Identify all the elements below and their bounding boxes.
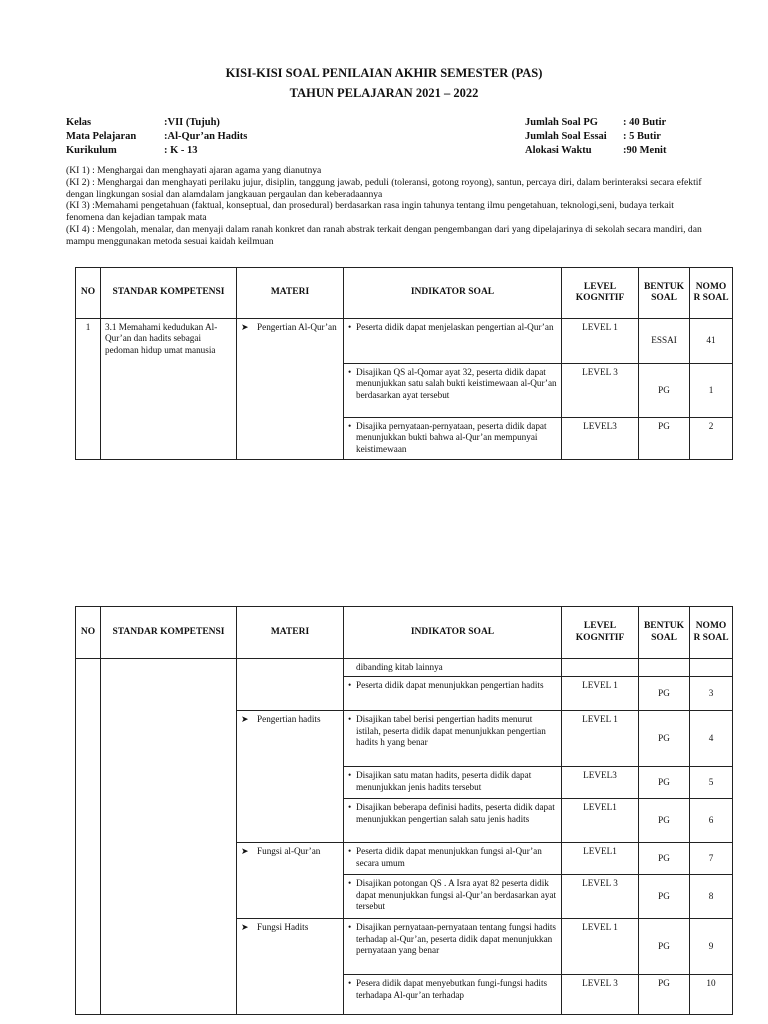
indikator-cell bbox=[344, 711, 562, 767]
bullet-icon: • bbox=[348, 978, 352, 989]
nomor-cell: 1 bbox=[690, 364, 733, 418]
bullet-icon: • bbox=[348, 770, 352, 781]
indikator-cell bbox=[344, 418, 562, 460]
indikator-text: Pesera didik dapat menyebutkan fungi-fungsi hadits terhadapa Al-qur’an terhadap bbox=[356, 978, 548, 1000]
nomor-cell: 41 bbox=[690, 319, 733, 364]
bentuk-cell: PG bbox=[639, 875, 690, 919]
kisi-table-1 bbox=[75, 267, 733, 460]
materi-cell bbox=[237, 919, 344, 1015]
arrow-bullet-icon: ➤ bbox=[241, 322, 249, 332]
meta-label: Kurikulum bbox=[66, 145, 117, 156]
materi-cell bbox=[237, 659, 344, 711]
header-no: NO bbox=[76, 607, 101, 659]
meta-label: Alokasi Waktu bbox=[525, 145, 592, 156]
table-row bbox=[76, 319, 733, 364]
nomor-cell bbox=[690, 659, 733, 677]
bentuk-cell bbox=[639, 659, 690, 677]
header-materi: MATERI bbox=[237, 607, 344, 659]
meta-label: Kelas bbox=[66, 117, 92, 128]
bullet-icon: • bbox=[348, 714, 352, 725]
row-number bbox=[76, 659, 101, 1015]
bentuk-cell: PG bbox=[639, 767, 690, 799]
meta-value: :Al-Qur’an Hadits bbox=[164, 131, 248, 142]
bullet-icon: • bbox=[348, 922, 352, 933]
arrow-bullet-icon: ➤ bbox=[241, 846, 249, 857]
meta-right bbox=[525, 116, 666, 158]
materi-label: Pengertian hadits bbox=[257, 714, 321, 725]
bullet-icon: • bbox=[348, 421, 352, 431]
bentuk-cell: PG bbox=[639, 919, 690, 975]
level-cell: LEVEL1 bbox=[562, 843, 639, 875]
indikator-text: Disajikan tabel berisi pengertian hadits menurut istilah, peserta didik dapat menunjukkan pengertian hadits h yang benar bbox=[356, 714, 546, 748]
header-nomor: NOMOR SOAL bbox=[690, 268, 733, 319]
indikator-cell bbox=[344, 843, 562, 875]
doc-subtitle: TAHUN PELAJARAN 2021 – 2022 bbox=[289, 86, 479, 100]
arrow-bullet-icon: ➤ bbox=[241, 922, 249, 933]
meta-value: : 5 Butir bbox=[623, 131, 661, 142]
indikator-cell bbox=[344, 677, 562, 711]
bullet-icon: • bbox=[348, 802, 352, 813]
materi-label: Fungsi al-Qur’an bbox=[257, 846, 321, 857]
bullet-icon: • bbox=[348, 680, 352, 691]
header-level: LEVEL KOGNITIF bbox=[562, 268, 639, 319]
bentuk-cell: PG bbox=[639, 677, 690, 711]
level-cell: LEVEL 3 bbox=[562, 975, 639, 1015]
meta-left bbox=[66, 116, 247, 158]
materi-label: Pengertian Al-Qur’an bbox=[257, 322, 337, 332]
meta-value: :90 Menit bbox=[623, 145, 667, 156]
header-indikator: INDIKATOR SOAL bbox=[344, 268, 562, 319]
ki-1: (KI 1) : Menghargai dan menghayati ajaran agama yang dianutnya bbox=[66, 165, 322, 176]
indikator-cell bbox=[344, 767, 562, 799]
bentuk-cell: PG bbox=[639, 975, 690, 1015]
header-materi: MATERI bbox=[237, 268, 344, 319]
meta-value: :VII (Tujuh) bbox=[164, 117, 220, 128]
level-cell: LEVEL 3 bbox=[562, 875, 639, 919]
level-cell bbox=[562, 659, 639, 677]
nomor-cell: 8 bbox=[690, 875, 733, 919]
indikator-cell bbox=[344, 364, 562, 418]
indikator-text: Peserta didik dapat menjelaskan pengertian al-Qur’an bbox=[356, 322, 554, 332]
level-cell: LEVEL 1 bbox=[562, 919, 639, 975]
nomor-cell: 6 bbox=[690, 799, 733, 843]
header-indikator: INDIKATOR SOAL bbox=[344, 607, 562, 659]
level-cell: LEVEL 3 bbox=[562, 364, 639, 418]
indikator-text: Disajikan beberapa definisi hadits, peserta didik dapat menunjukkan pengertian salah satu jenis hadits bbox=[356, 802, 555, 824]
indikator-cell bbox=[344, 875, 562, 919]
indikator-text: Disajika pernyataan-pernyataan, peserta didik dapat menunjukkan bukti bahwa al-Qur’an mempunyai keistimewaan bbox=[356, 421, 547, 454]
meta-label: Mata Pelajaran bbox=[66, 131, 137, 142]
indikator-cell bbox=[344, 975, 562, 1015]
indikator-text: Disajikan pernyataan-pernyataan tentang fungsi hadits terhadap al-Qur’an, peserta didik dapat menunjukkan pernyataan yang benar bbox=[356, 922, 557, 956]
indikator-cell: dibanding kitab lainnya bbox=[344, 659, 562, 677]
indikator-cell bbox=[344, 799, 562, 843]
table-row bbox=[76, 659, 733, 677]
header-bentuk: BENTUK SOAL bbox=[639, 268, 690, 319]
level-cell: LEVEL3 bbox=[562, 767, 639, 799]
indikator-text: Disajikan QS al-Qomar ayat 32, peserta didik dapat menunjukkan satu salah bukti keistimewaan al-Qur’an berdasarkan ayat tersebut bbox=[356, 367, 557, 400]
bentuk-cell: PG bbox=[639, 711, 690, 767]
nomor-cell: 5 bbox=[690, 767, 733, 799]
header-bentuk: BENTUK SOAL bbox=[639, 607, 690, 659]
nomor-cell: 3 bbox=[690, 677, 733, 711]
table-header-row bbox=[76, 607, 733, 659]
meta-label: Jumlah Soal PG bbox=[525, 117, 598, 128]
ki-4: (KI 4) : Mengolah, menalar, dan menyaji dalam ranah konkret dan ranah abstrak terkait dengan pengembangan dari yang dipelajarinya di sekolah secara mandiri, dan mampu menggunakan metoda sesuai kaidah keilmuan bbox=[66, 223, 702, 247]
bullet-icon: • bbox=[348, 878, 352, 889]
indikator-text: Peserta didik dapat menunjukkan fungsi al-Qur’an secara umum bbox=[356, 846, 542, 868]
nomor-cell: 2 bbox=[690, 418, 733, 460]
level-cell: LEVEL3 bbox=[562, 418, 639, 460]
header-no: NO bbox=[76, 268, 101, 319]
doc-title: KISI-KISI SOAL PENILAIAN AKHIR SEMESTER (PAS) bbox=[225, 66, 543, 80]
header-level: LEVEL KOGNITIF bbox=[562, 607, 639, 659]
nomor-cell: 9 bbox=[690, 919, 733, 975]
kompetensi-inti bbox=[66, 165, 706, 248]
level-cell: LEVEL 1 bbox=[562, 677, 639, 711]
indikator-text: Disajikan potongan QS . A Isra ayat 82 peserta didik dapat menunjukkan fungsi al-Qur’an berdasarkan ayat tersebut bbox=[356, 878, 557, 912]
bentuk-cell: PG bbox=[639, 799, 690, 843]
bullet-icon: • bbox=[348, 846, 352, 857]
header-standar-kompetensi: STANDAR KOMPETENSI bbox=[101, 607, 237, 659]
bentuk-cell: ESSAI bbox=[639, 319, 690, 364]
kisi-table-2 bbox=[75, 606, 733, 1015]
indikator-cell bbox=[344, 919, 562, 975]
meta-label: Jumlah Soal Essai bbox=[525, 131, 607, 142]
meta-value: : K - 13 bbox=[164, 145, 198, 156]
table-header-row bbox=[76, 268, 733, 319]
row-number: 1 bbox=[76, 319, 101, 460]
materi-cell bbox=[237, 843, 344, 919]
arrow-bullet-icon: ➤ bbox=[241, 714, 249, 725]
bullet-icon: • bbox=[348, 367, 352, 377]
ki-2: (KI 2) : Menghargai dan menghayati perilaku jujur, disiplin, tanggung jawab, peduli (toleransi, gotong royong), santun, percaya diri, dalam berinteraksi secara efektif dengan lingkungan sosial dan alamdalam jangkauan pergaulan dan keberadaannya bbox=[66, 176, 702, 200]
standar-kompetensi-cell bbox=[101, 659, 237, 1015]
bullet-icon: • bbox=[348, 322, 352, 332]
level-cell: LEVEL 1 bbox=[562, 319, 639, 364]
header-standar-kompetensi: STANDAR KOMPETENSI bbox=[101, 268, 237, 319]
meta-value: : 40 Butir bbox=[623, 117, 667, 128]
materi-cell bbox=[237, 319, 344, 460]
materi-label: Fungsi Hadits bbox=[257, 922, 309, 933]
level-cell: LEVEL1 bbox=[562, 799, 639, 843]
bentuk-cell: PG bbox=[639, 843, 690, 875]
ki-3: (KI 3) :Memahami pengetahuan (faktual, konseptual, dan prosedural) berdasarkan rasa ingin tahunya tentang ilmu pengetahuan, teknologi,seni, budaya terkait fenomena dan kejadian tampak mata bbox=[66, 200, 674, 224]
indikator-text: Disajikan satu matan hadits, peserta didik dapat menunjukkan jenis hadits tersebut bbox=[356, 770, 532, 792]
nomor-cell: 4 bbox=[690, 711, 733, 767]
nomor-cell: 10 bbox=[690, 975, 733, 1015]
materi-cell bbox=[237, 711, 344, 843]
level-cell: LEVEL 1 bbox=[562, 711, 639, 767]
standar-kompetensi-cell: 3.1 Memahami kedudukan Al-Qur’an dan hadits sebagai pedoman hidup umat manusia bbox=[101, 319, 237, 460]
header-nomor: NOMOR SOAL bbox=[690, 607, 733, 659]
bentuk-cell: PG bbox=[639, 364, 690, 418]
indikator-text: Peserta didik dapat menunjukkan pengertian hadits bbox=[356, 680, 544, 691]
nomor-cell: 7 bbox=[690, 843, 733, 875]
bentuk-cell: PG bbox=[639, 418, 690, 460]
indikator-cell bbox=[344, 319, 562, 364]
